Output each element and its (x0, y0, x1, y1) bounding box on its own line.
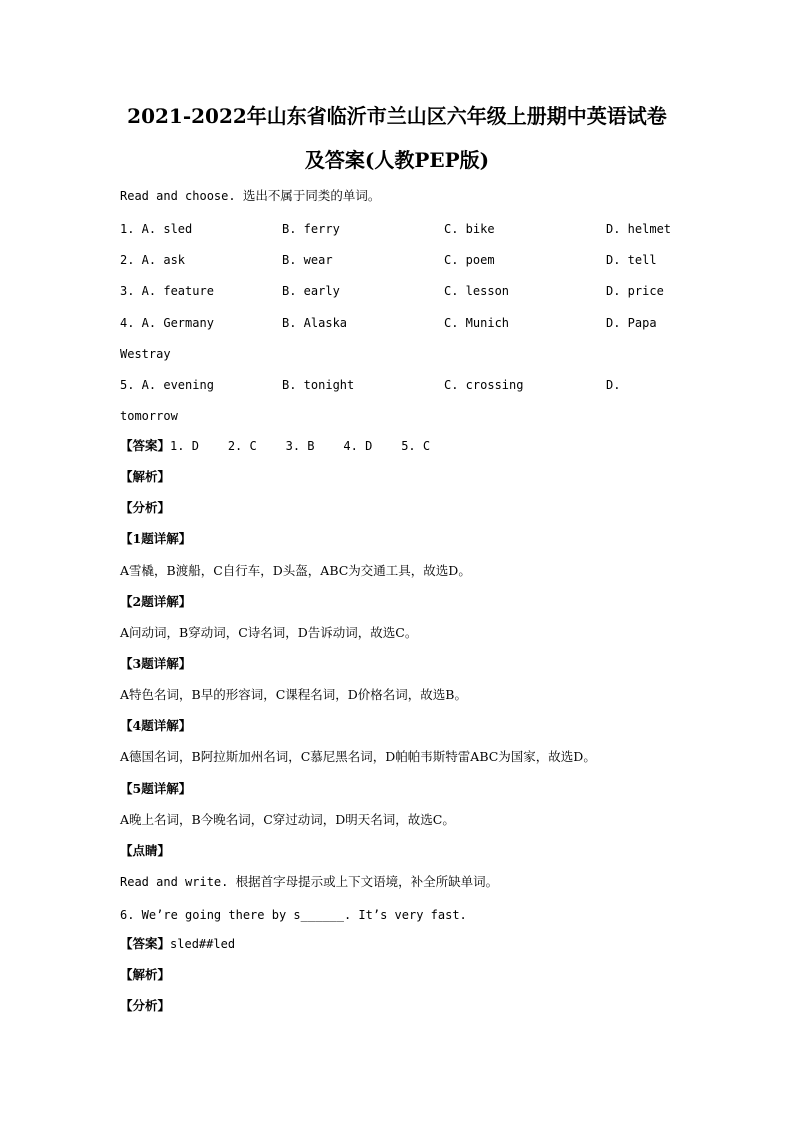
option-c: C. Munich (444, 316, 510, 330)
option-a: 3. A. feature (120, 284, 214, 298)
document-title-line-2: 及答案(人教PEP版) (304, 148, 490, 172)
section2-instruction (120, 873, 498, 891)
option-c: C. crossing (444, 378, 524, 392)
option-b: B. wear (282, 253, 333, 267)
answer-line (120, 935, 235, 953)
option-c: C. poem (444, 253, 495, 267)
detail-label: 【1题详解】 (120, 531, 192, 546)
option-c: C. lesson (444, 284, 510, 298)
option-d: D. Papa (606, 316, 657, 330)
option-b: B. early (282, 284, 340, 298)
option-a: 2. A. ask (120, 253, 186, 267)
option-d: D. (606, 378, 621, 392)
option-d-continuation: Westray (120, 347, 171, 361)
section1-instruction (120, 187, 380, 205)
detail-text: A问动词，B穿动词，C诗名词，D告诉动词，故选C。 (120, 625, 418, 640)
option-b: B. tonight (282, 378, 355, 392)
option-d: D. helmet (606, 222, 672, 236)
option-d: D. tell (606, 253, 657, 267)
option-b: B. ferry (282, 222, 340, 236)
section2-instruction-en: Read and write. (120, 875, 236, 889)
detail-label: 【3题详解】 (120, 656, 192, 671)
document-title-line-1: 2021-2022年山东省临沂市兰山区六年级上册期中英语试卷 (127, 104, 667, 128)
option-a: 5. A. evening (120, 378, 214, 392)
detail-label: 【5题详解】 (120, 781, 192, 796)
fenxi-label: 【分析】 (120, 500, 171, 515)
section1-instruction-cn: 选出不属于同类的单词。 (242, 188, 381, 203)
analysis-label: 【解析】 (120, 967, 171, 982)
option-d-continuation: tomorrow (120, 409, 178, 423)
answer-text: sled##led (170, 937, 236, 951)
section2-instruction-cn: 根据首字母提示或上下文语境，补全所缺单词。 (235, 874, 499, 889)
dianjing-label: 【点睛】 (120, 843, 171, 858)
question-6: 6. We’re going there by s______. It’s very fast. (120, 908, 467, 922)
section1-instruction-en: Read and choose. (120, 189, 243, 203)
answer-text: 1. D 2. C 3. B 4. D 5. C (170, 439, 431, 453)
option-b: B. Alaska (282, 316, 348, 330)
option-c: C. bike (444, 222, 495, 236)
option-a: 1. A. sled (120, 222, 193, 236)
analysis-label: 【解析】 (120, 469, 171, 484)
fenxi-label: 【分析】 (120, 998, 171, 1013)
detail-label: 【2题详解】 (120, 594, 192, 609)
detail-label: 【4题详解】 (120, 718, 192, 733)
option-d: D. price (606, 284, 664, 298)
detail-text: A晚上名词，B今晚名词，C穿过动词，D明天名词，故选C。 (120, 812, 455, 827)
answer-line (120, 437, 430, 455)
answer-label: 【答案】 (120, 936, 171, 951)
option-a: 4. A. Germany (120, 316, 214, 330)
answer-label: 【答案】 (120, 438, 171, 453)
detail-text: A德国名词，B阿拉斯加州名词，C慕尼黑名词，D帕帕韦斯特雷ABC为国家，故选D。 (120, 749, 596, 764)
detail-text: A特色名词，B早的形容词，C课程名词，D价格名词，故选B。 (120, 687, 467, 702)
detail-text: A雪橇，B渡船，C自行车，D头盔，ABC为交通工具，故选D。 (120, 563, 471, 578)
